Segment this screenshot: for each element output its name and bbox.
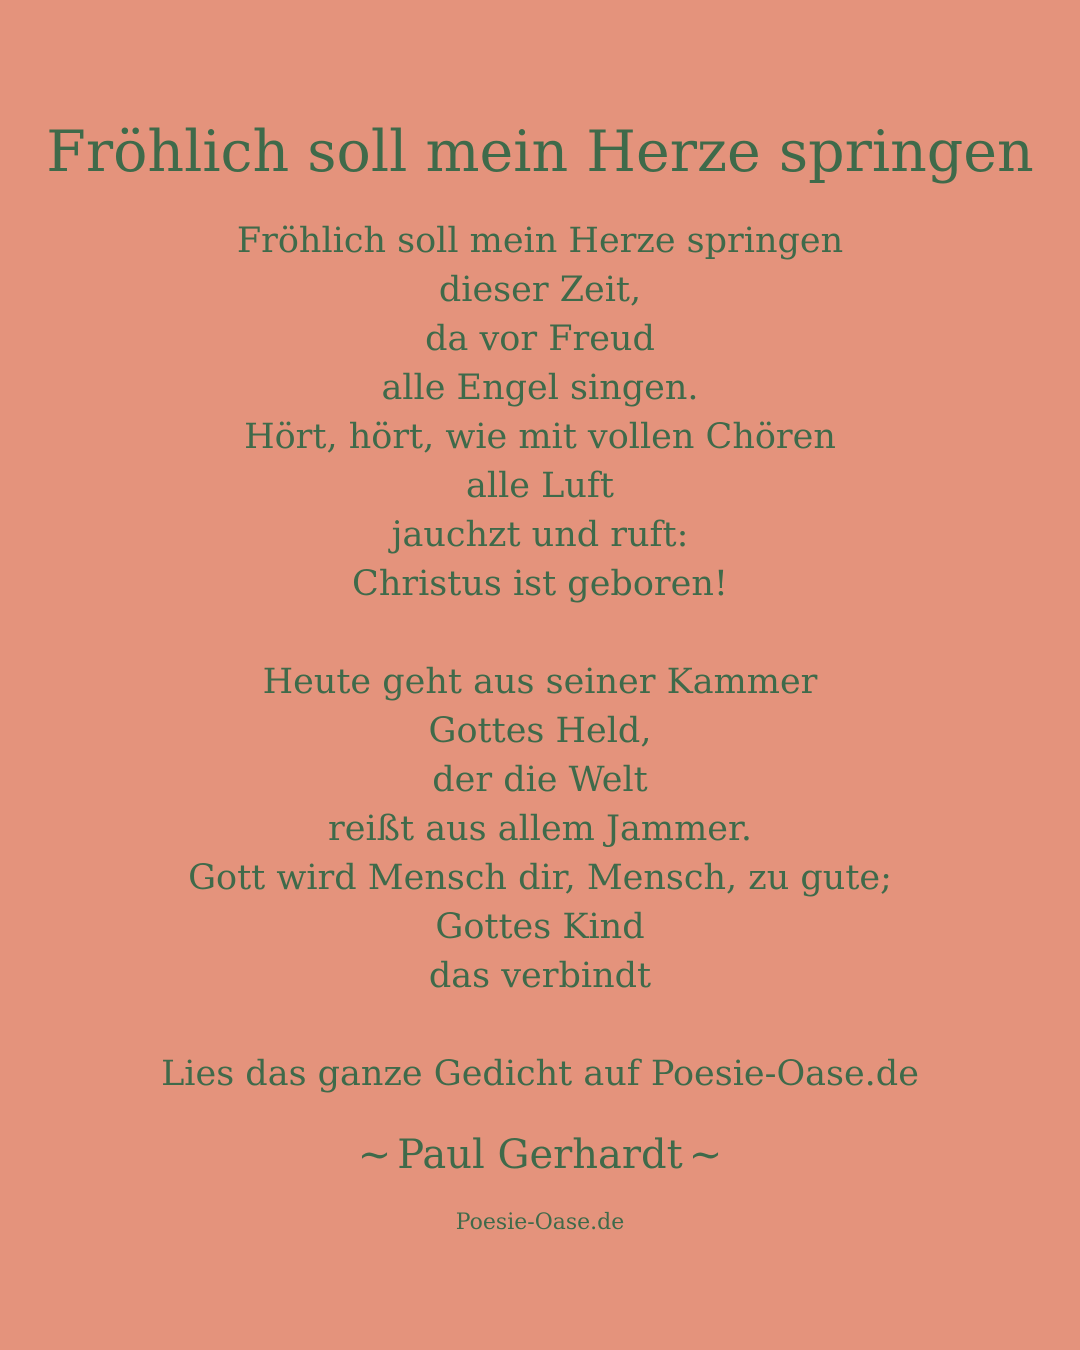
site-label: Poesie-Oase.de (455, 1210, 625, 1235)
poem-line: alle Luft (466, 466, 614, 506)
poem-line: alle Engel singen. (381, 368, 699, 408)
poem-title: Fröhlich soll mein Herze springen (46, 119, 1034, 185)
author-line (0, 1127, 1080, 1183)
poem-line: Gottes Held, (428, 711, 652, 751)
poem-line: jauchzt und ruft: (391, 515, 689, 555)
poem-line: Hört, hört, wie mit vollen Chören (244, 417, 836, 457)
poem-line: Gottes Kind (435, 907, 645, 947)
poem-line: der die Welt (432, 760, 648, 800)
poem-line: da vor Freud (425, 319, 655, 359)
poem-line: Heute geht aus seiner Kammer (262, 662, 818, 702)
author-name: Paul Gerhardt (397, 1132, 683, 1178)
poem-line: Fröhlich soll mein Herze springen (236, 221, 844, 261)
poem-line: Christus ist geboren! (352, 564, 728, 604)
author-prefix: ~ (357, 1132, 392, 1178)
read-full-poem-text: Lies das ganze Gedicht auf Poesie-Oase.de (161, 1054, 919, 1094)
stanza-2 (0, 658, 1080, 1001)
author-suffix: ~ (688, 1132, 723, 1178)
stanza-1 (0, 217, 1080, 609)
poem-line: dieser Zeit, (438, 270, 642, 310)
poem-line: reißt aus allem Jammer. (328, 809, 752, 849)
poem-line: das verbindt (428, 956, 652, 996)
poem-line: Gott wird Mensch dir, Mensch, zu gute; (188, 858, 892, 898)
